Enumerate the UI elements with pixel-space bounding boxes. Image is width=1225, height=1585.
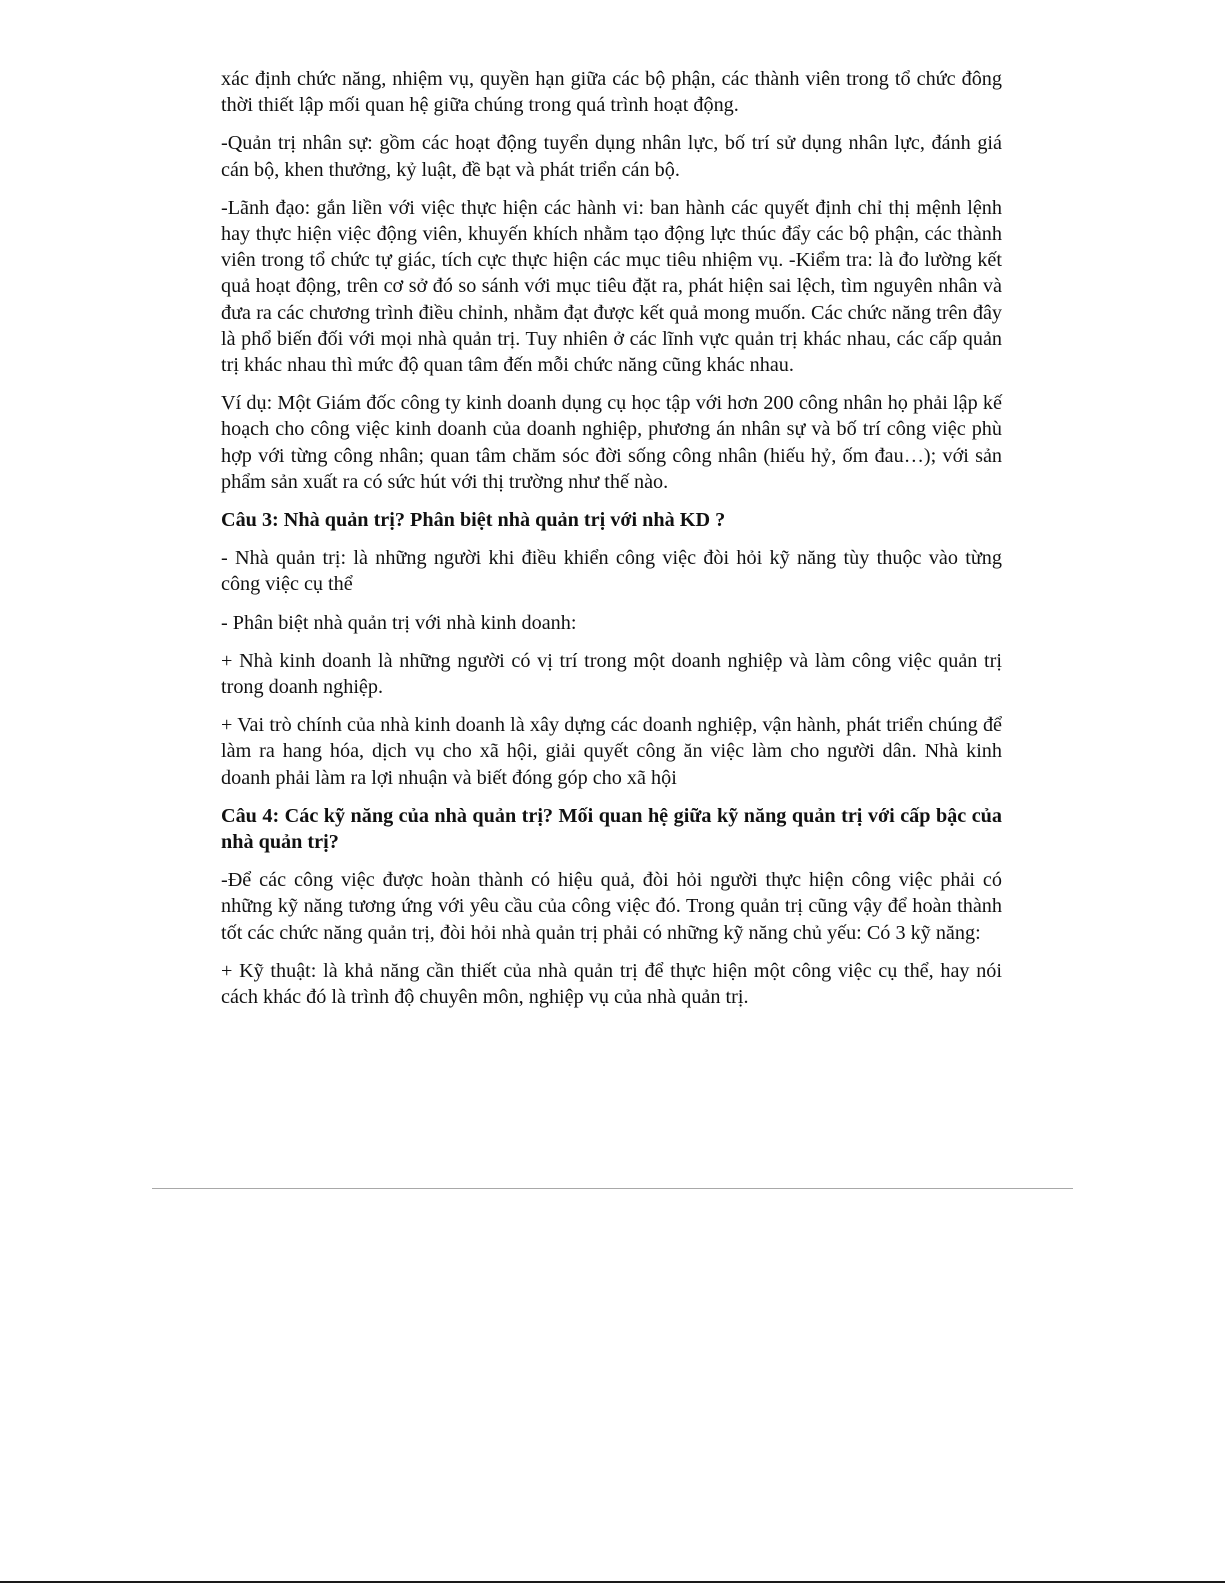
page-separator-line: [152, 1188, 1073, 1189]
page-text-body: [221, 66, 1002, 1022]
heading-question-3: Câu 3: Nhà quản trị? Phân biệt nhà quản trị với nhà KD ?: [221, 509, 726, 532]
paragraph-technical-skill: + Kỹ thuật: là khả năng cần thiết của nhà quản trị để thực hiện một công việc cụ thể, hay nói cách khác đó là trình độ chuyên môn, nghiệp vụ của nhà quản trị.: [221, 959, 1002, 1009]
paragraph-manager-definition: - Nhà quản trị: là những người khi điều khiển công việc đòi hỏi kỹ năng tùy thuộc vào từng công việc cụ thể: [221, 547, 1002, 596]
heading-question-4: Câu 4: Các kỹ năng của nhà quản trị? Mối quan hệ giữa kỹ năng quản trị với cấp bậc của nhà quản trị?: [221, 804, 1002, 854]
paragraph-skills-intro: -Để các công việc được hoàn thành có hiệu quả, đòi hỏi người thực hiện công việc phải có những kỹ năng tương ứng với yêu cầu của công việc đó. Trong quản trị cũng vậy để hoàn thành tốt các chức năng quản trị, đòi hỏi nhà quản trị phải có những kỹ năng chủ yếu: Có 3 kỹ năng:: [221, 869, 1002, 944]
paragraph-leadership-control: -Lãnh đạo: gắn liền với việc thực hiện các hành vi: ban hành các quyết định chỉ thị mệnh lệnh hay thực hiện việc động viên, khuyến khích nhằm tạo động lực thúc đẩy các bộ phận, các thành viên trong tổ chức tự giác, tích cực thực hiện các mục tiêu nhiệm vụ. -Kiểm tra: là đo lường kết quả hoạt động, trên cơ sở đó so sánh với mục tiêu đặt ra, phát hiện sai lệch, tìm nguyên nhân và đưa ra các chương trình điều chỉnh, nhằm đạt được kết quả mong muốn. Các chức năng trên đây là phổ biến đối với mọi nhà quản trị. Tuy nhiên ở các lĩnh vực quản trị khác nhau, các cấp quản trị khác nhau thì mức độ quan tâm đến mỗi chức năng cũng khác nhau.: [221, 196, 1002, 377]
paragraph-business-role: + Vai trò chính của nhà kinh doanh là xây dựng các doanh nghiệp, vận hành, phát triển chúng để làm ra hang hóa, dịch vụ cho xã hội, giải quyết công ăn việc làm cho người dân. Nhà kinh doanh phải làm ra lợi nhuận và biết đóng góp cho xã hội: [221, 714, 1002, 789]
paragraph-example: Ví dụ: Một Giám đốc công ty kinh doanh dụng cụ học tập với hơn 200 công nhân họ phải lập kế hoạch cho công việc kinh doanh của doanh nghiệp, phương án nhân sự và bố trí công việc phù hợp với từng công nhân; quan tâm chăm sóc đời sống công nhân (hiếu hỷ, ốm đau…); với sản phẩm sản xuất ra có sức hút với thị trường như thế nào.: [221, 392, 1002, 493]
paragraph-organization-functions: xác định chức năng, nhiệm vụ, quyền hạn giữa các bộ phận, các thành viên trong tổ chức đông thời thiết lập mối quan hệ giữa chúng trong quá trình hoạt động.: [221, 68, 1002, 117]
bottom-border-line: [0, 1581, 1225, 1583]
paragraph-business-person: + Nhà kinh doanh là những người có vị trí trong một doanh nghiệp và làm công việc quản trị trong doanh nghiệp.: [221, 649, 1002, 699]
paragraph-distinguish-intro: - Phân biệt nhà quản trị với nhà kinh doanh:: [221, 611, 577, 634]
paragraph-personnel-management: -Quản trị nhân sự: gồm các hoạt động tuyển dụng nhân lực, bố trí sử dụng nhân lực, đánh giá cán bộ, khen thưởng, kỷ luật, đề bạt và phát triển cán bộ.: [221, 132, 1002, 181]
